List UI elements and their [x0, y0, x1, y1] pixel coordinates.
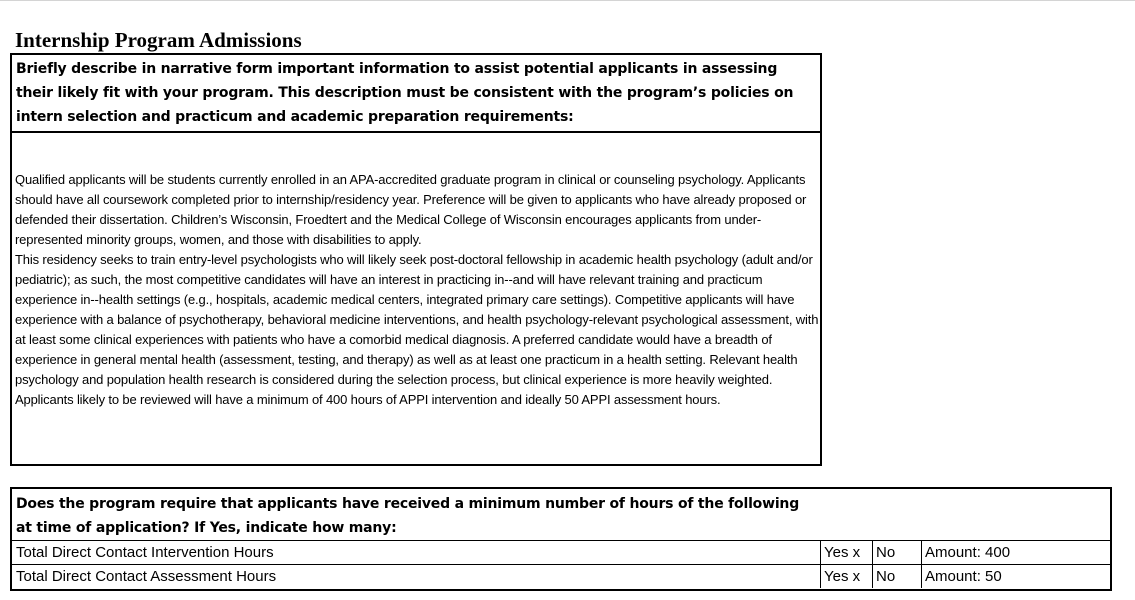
hours-label: Total Direct Contact Intervention Hours [16, 544, 274, 561]
amount-cell: Amount: 50 [925, 568, 1002, 585]
narrative-section [10, 53, 822, 466]
cell-divider [820, 565, 821, 588]
table-row [12, 565, 1110, 588]
section-title: Internship Program Admissions [15, 28, 302, 52]
cell-divider [872, 565, 873, 588]
narrative-answer [15, 170, 821, 410]
narrative-paragraph: Qualified applicants will be students currently enrolled in an APA-accredited graduate program in clinical or counseling psychology. Applicants should have all coursework completed prior to internship/residency year. Preference will be given to applicants who have already proposed or defended their dissertation. Children’s Wisconsin, Froedtert and the Medical College of Wisconsin encourages applicants from under-represented minority groups, women, and those with disabilities to apply. [15, 172, 807, 247]
yes-cell: Yes x [824, 568, 861, 585]
no-cell: No [876, 544, 896, 561]
cell-divider [820, 541, 821, 564]
hours-label: Total Direct Contact Assessment Hours [16, 568, 277, 585]
top-border-line [0, 0, 1135, 1]
cell-divider [872, 541, 873, 564]
narrative-paragraph: This residency seeks to train entry-level psychologists who will likely seek post-doctoral fellowship in academic health psychology (adult and/or pediatric); as such, the most competitive candidates will have an interest in practicing in--and will have relevant training and practicum experience in--health settings (e.g., hospitals, academic medical centers, integrated primary care settings). Competitive applicants will have experience with a balance of psychotherapy, behavioral medicine interventions, and health psychology-relevant psychological assessment, with at least some clinical experiences with patients who have a comorbid medical diagnosis. A preferred candidate would have a breadth of experience in general mental health (assessment, testing, and therapy) as well as at least one practicum in a health setting. Relevant health psychology and population health research is considered during the selection process, but clinical experience is more heavily weighted. Applicants likely to be reviewed will have a minimum of 400 hours of APPI intervention and ideally 50 APPI assessment hours. [15, 252, 819, 407]
hours-requirement-section [10, 487, 1112, 591]
hours-question: Does the program require that applicants have received a minimum number of hours of the following at time of application? If Yes, indicate how many: [16, 496, 800, 536]
amount-cell: Amount: 400 [925, 544, 1011, 561]
narrative-question: Briefly describe in narrative form important information to assist potential applicants in assessing their likely fit with your program. This description must be consistent with the program’s policies on intern selection and practicum and academic preparation requirements: [16, 61, 794, 125]
cell-divider [921, 565, 922, 588]
cell-divider [921, 541, 922, 564]
question-divider [12, 131, 820, 133]
yes-cell: Yes x [824, 544, 861, 561]
no-cell: No [876, 568, 896, 585]
table-row [12, 541, 1110, 564]
